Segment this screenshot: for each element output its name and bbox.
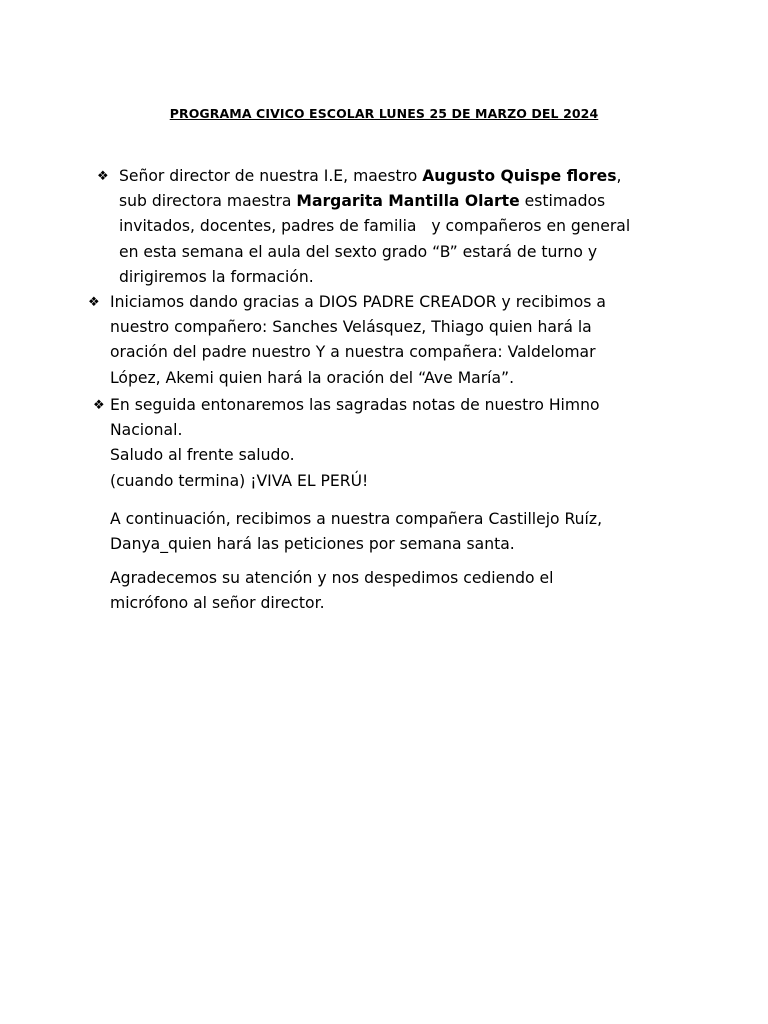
text-line: Iniciamos dando gracias a DIOS PADRE CREADOR y recibimos a <box>110 293 606 311</box>
subdirector-name: Margarita Mantilla Olarte <box>296 192 520 211</box>
bullet-icon: ❖ <box>93 398 105 413</box>
text-line: sub directora maestra Margarita Mantilla Olarte estimados <box>119 192 606 211</box>
text-line: en esta semana el aula del sexto grado “B” estará de turno y <box>119 242 598 261</box>
text-line: A continuación, recibimos a nuestra compañera Castillejo Ruíz, <box>110 510 603 528</box>
text-line: Saludo al frente saludo. <box>110 446 295 465</box>
paragraph-greeting <box>119 164 630 290</box>
text-line: (cuando termina) ¡VIVA EL PERÚ! <box>110 471 369 490</box>
document-title: PROGRAMA CIVICO ESCOLAR LUNES 25 DE MARZO DEL 2024 <box>169 106 599 121</box>
text-line: dirigiremos la formación. <box>119 267 314 286</box>
paragraph-prayer <box>110 290 606 391</box>
text-line: Danya_quien hará las peticiones por semana santa. <box>110 535 515 554</box>
text-line: oración del padre nuestro Y a nuestra compañera: Valdelomar <box>110 343 596 362</box>
text-line: Señor director de nuestra I.E, maestro Augusto Quispe flores, <box>119 167 622 185</box>
text-line: López, Akemi quien hará la oración del “Ave María”. <box>110 368 515 387</box>
paragraph-petitions <box>110 507 602 557</box>
director-name: Augusto Quispe flores <box>422 167 617 185</box>
paragraph-anthem <box>110 393 600 494</box>
text-line: invitados, docentes, padres de familia y compañeros en general <box>119 217 631 236</box>
text-line: Agradecemos su atención y nos despedimos cediendo el <box>110 569 554 587</box>
text-line: nuestro compañero: Sanches Velásquez, Thiago quien hará la <box>110 318 592 337</box>
bullet-icon: ❖ <box>97 169 109 184</box>
paragraph-closing <box>110 566 553 616</box>
bullet-icon: ❖ <box>88 295 100 310</box>
text-line: En seguida entonaremos las sagradas notas de nuestro Himno <box>110 396 600 414</box>
text-line: Nacional. <box>110 421 183 440</box>
text-line: micrófono al señor director. <box>110 594 325 613</box>
